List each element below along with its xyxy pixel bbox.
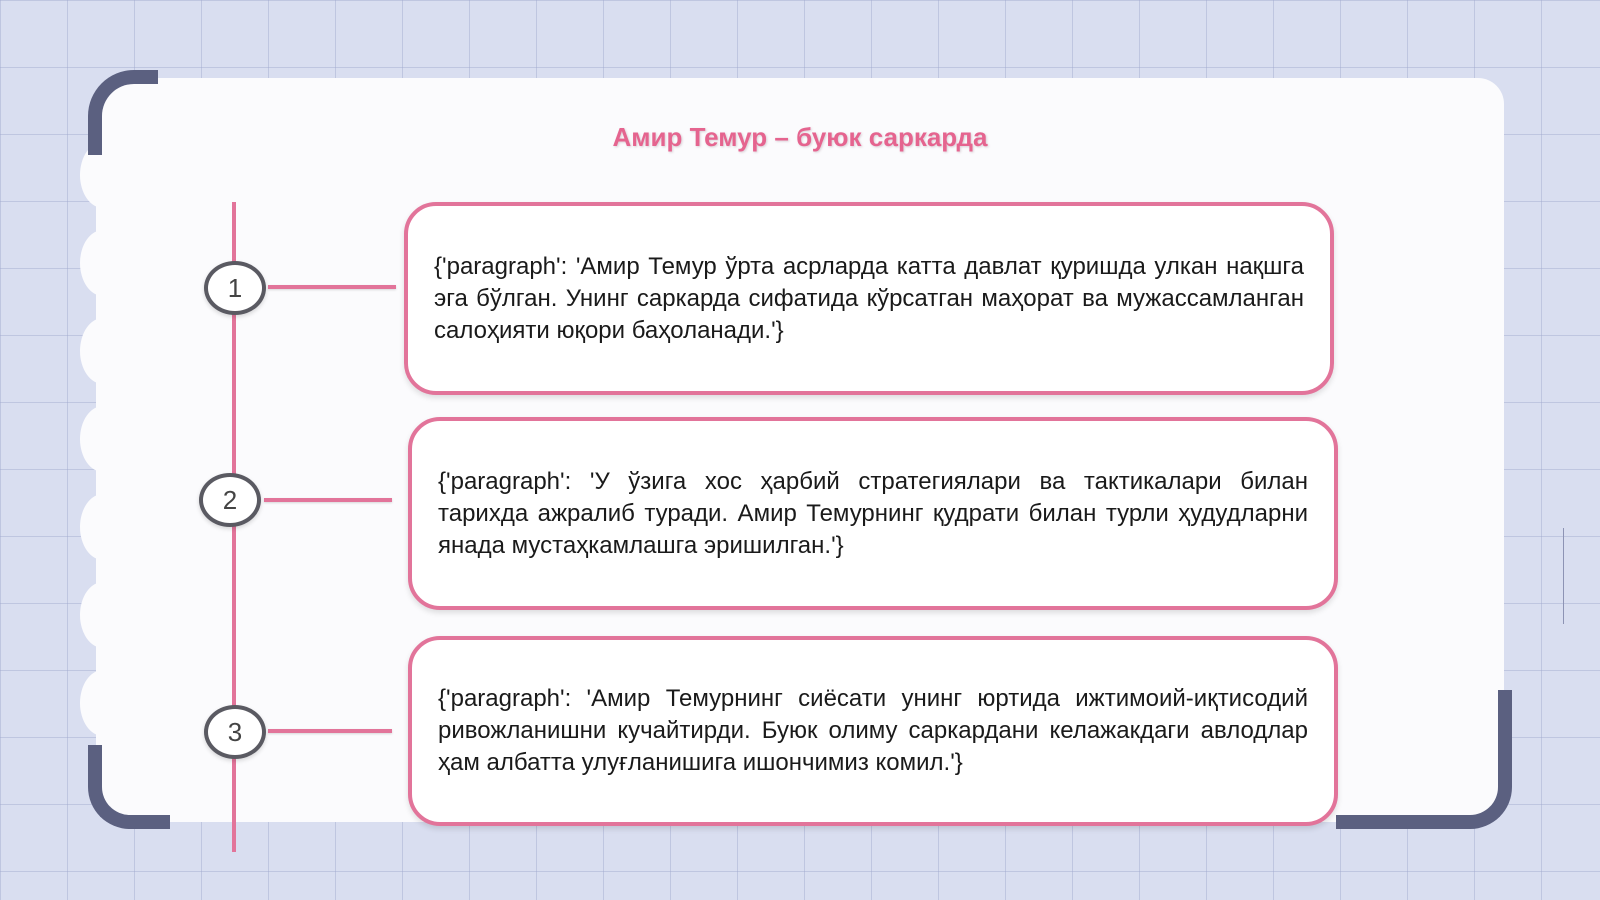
- timeline-connector: [264, 498, 392, 502]
- sheet-scallop: [80, 318, 126, 384]
- step-number-2: 2: [199, 473, 261, 527]
- sheet-scallop: [80, 494, 126, 560]
- frame-corner-bottom-right: [1336, 690, 1512, 829]
- step-number-1: 1: [204, 261, 266, 315]
- step-number-3: 3: [204, 705, 266, 759]
- timeline-connector: [268, 285, 396, 289]
- sheet-scallop: [80, 230, 126, 296]
- card-text: {'paragraph': 'Амир Темур ўрта асрларда катта давлат қуришда улкан нақшга эга бўлган. Унинг саркарда сифатида кўрсатган маҳорат ва мужассамланган салоҳияти юқори баҳоланади.'}: [434, 252, 1304, 344]
- frame-corner-top-left: [88, 70, 158, 155]
- decorative-line: [1563, 528, 1564, 624]
- timeline-card-1: [404, 202, 1334, 395]
- sheet-scallop: [80, 670, 126, 736]
- card-text: {'paragraph': 'У ўзига хос ҳарбий стратегиялари ва тактикалари билан тарихда ажралиб туради. Амир Темурнинг қудрати билан турли ҳудудларни янада мустаҳкамлашга эришилган.'}: [438, 467, 1308, 559]
- sheet-scallop: [80, 582, 126, 648]
- timeline-card-3: [408, 636, 1338, 826]
- card-text: {'paragraph': 'Амир Темурнинг сиёсати унинг юртида ижтимоий-иқтисодий ривожланишни кучайтирди. Буюк олиму саркардани келажакдаги авлодлар ҳам албатта улуғланишига ишончимиз комил.'}: [438, 685, 1308, 776]
- timeline-connector: [268, 729, 392, 733]
- slide-title: Амир Темур – буюк саркарда: [612, 122, 988, 152]
- sheet-scallop: [80, 406, 126, 472]
- timeline-card-2: [408, 417, 1338, 610]
- frame-corner-bottom-left: [88, 745, 170, 829]
